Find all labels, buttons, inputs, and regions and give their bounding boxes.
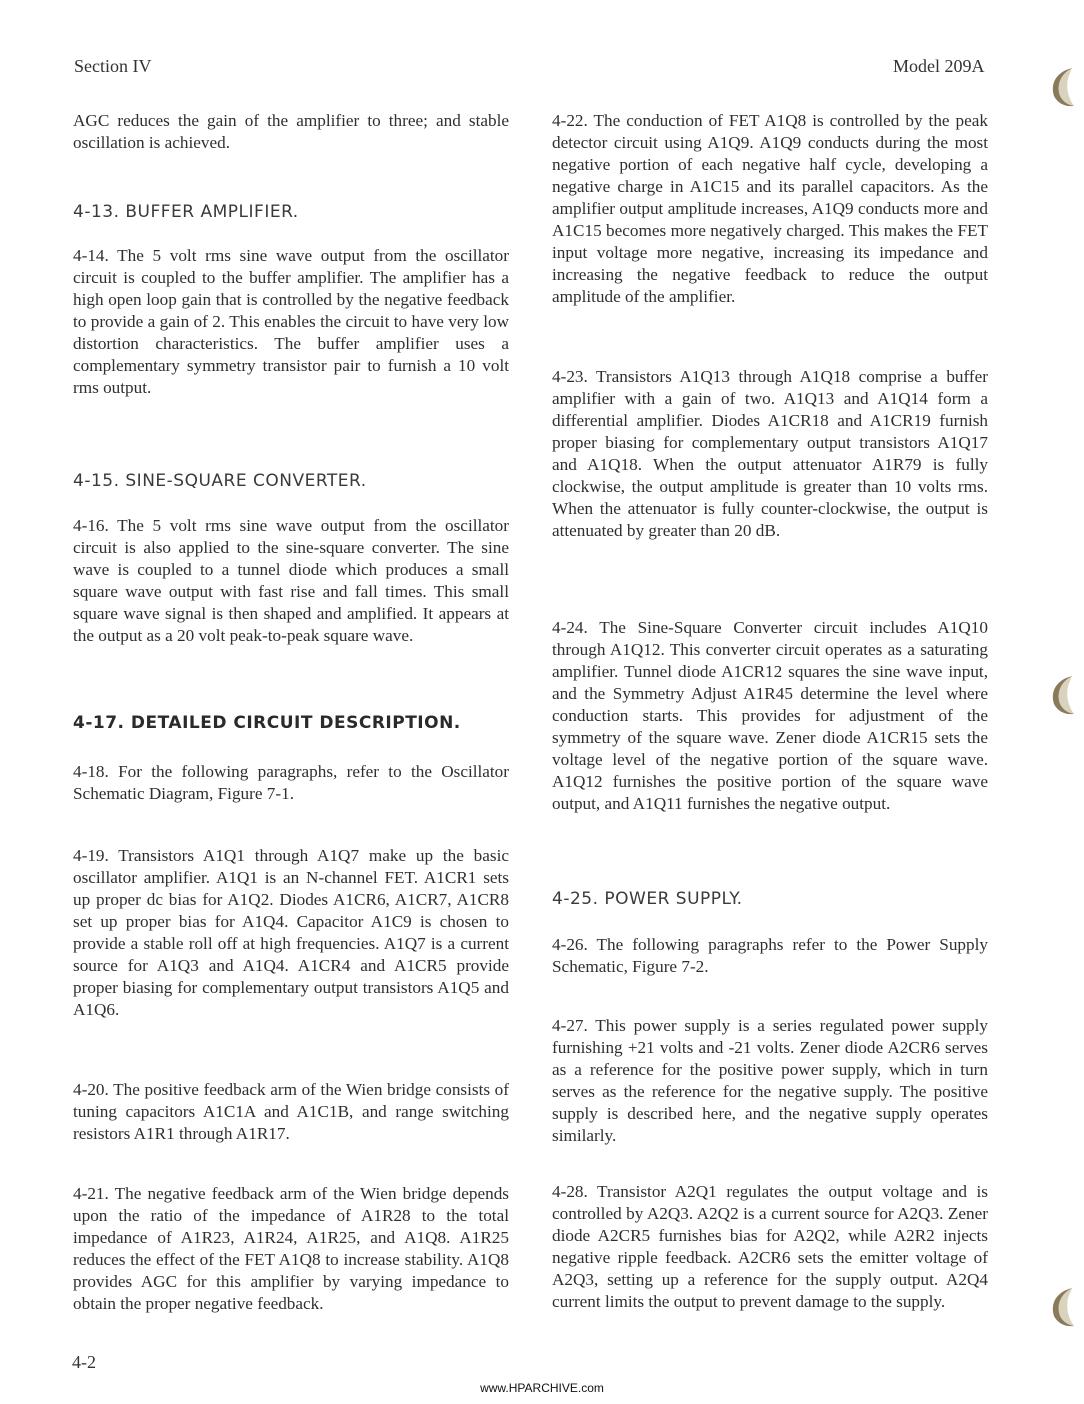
paragraph-4-27: 4-27. This power supply is a series regulated power supply furnishing +21 volts and -21 volts. Zener diode A2CR6 serves as a reference for the positive power supply, which in turn serves as the reference for the negative supply. The positive supply is described here, and the negative supply operates similarly.	[552, 1016, 988, 1145]
website-footer: www.HPARCHIVE.com	[480, 1381, 604, 1395]
paragraph-4-19: 4-19. Transistors A1Q1 through A1Q7 make up the basic oscillator amplifier. A1Q1 is an N-channel FET. A1CR1 sets up proper dc bias for A1Q2. Diodes A1CR6, A1CR7, A1CR8 set up proper bias for A1Q4. Capacitor A1C9 is chosen to provide a stable roll off at high frequencies. A1Q7 is a current source for A1Q3 and A1Q4. A1CR4 and A1CR5 provide proper biasing for complementary output transistors A1Q5 and A1Q6.	[73, 846, 509, 1019]
section-label: Section IV	[74, 56, 152, 76]
paragraph-agc: AGC reduces the gain of the amplifier to three; and stable oscillation is achieved.	[73, 111, 509, 152]
binder-hole-icon	[1046, 672, 1076, 718]
heading-4-25: 4-25. POWER SUPPLY.	[552, 889, 743, 909]
heading-4-17: 4-17. DETAILED CIRCUIT DESCRIPTION.	[73, 713, 461, 733]
paragraph-4-26: 4-26. The following paragraphs refer to the Power Supply Schematic, Figure 7-2.	[552, 935, 988, 976]
paragraph-4-20: 4-20. The positive feedback arm of the Wien bridge consists of tuning capacitors A1C1A and A1C1B, and range switching resistors A1R1 through A1R17.	[73, 1080, 509, 1143]
paragraph-4-23: 4-23. Transistors A1Q13 through A1Q18 comprise a buffer amplifier with a gain of two. A1Q13 and A1Q14 form a differential amplifier. Diodes A1CR18 and A1CR19 furnish proper biasing for complementary output transistors A1Q17 and A1Q18. When the output attenuator A1R79 is fully clockwise, the output amplitude is greater than 10 volts rms. When the attenuator is fully counter-clockwise, the output is attenuated by greater than 20 dB.	[552, 367, 988, 540]
paragraph-4-18: 4-18. For the following paragraphs, refer to the Oscillator Schematic Diagram, Figure 7-1.	[73, 762, 509, 803]
binder-hole-icon	[1046, 64, 1076, 110]
paragraph-4-21: 4-21. The negative feedback arm of the Wien bridge depends upon the ratio of the impedance of A1R28 to the total impedance of A1R23, A1R24, A1R25, and A1Q8. A1R25 reduces the effect of the FET A1Q8 to increase stability. A1Q8 provides AGC for this amplifier by varying impedance to obtain the proper negative feedback.	[73, 1184, 509, 1313]
paragraph-4-22: 4-22. The conduction of FET A1Q8 is controlled by the peak detector circuit using A1Q9. A1Q9 conducts during the most negative portion of each negative half cycle, developing a negative charge in A1C15 and its parallel capacitors. As the amplifier output amplitude increases, A1Q9 conducts more and A1C15 becomes more negatively charged. This makes the FET input voltage more negative, increasing its impedance and increasing the negative feedback to reduce the output amplitude of the amplifier.	[552, 111, 988, 306]
paragraph-4-14: 4-14. The 5 volt rms sine wave output from the oscillator circuit is coupled to the buffer amplifier. The amplifier has a high open loop gain that is controlled by the negative feedback to provide a gain of 2. This enables the circuit to have very low distortion characteristics. The buffer amplifier uses a complementary symmetry transistor pair to furnish a 10 volt rms output.	[73, 246, 509, 397]
model-label: Model 209A	[893, 56, 985, 76]
page-number: 4-2	[72, 1352, 96, 1372]
paragraph-4-16: 4-16. The 5 volt rms sine wave output from the oscillator circuit is also applied to the sine-square converter. The sine wave is coupled to a tunnel diode which produces a small square wave output with fast rise and fall times. This small square wave signal is then shaped and amplified. It appears at the output as a 20 volt peak-to-peak square wave.	[73, 516, 509, 645]
heading-4-13: 4-13. BUFFER AMPLIFIER.	[73, 202, 299, 222]
paragraph-4-24: 4-24. The Sine-Square Converter circuit includes A1Q10 through A1Q12. This converter circuit operates as a saturating amplifier. Tunnel diode A1CR12 squares the sine wave input, and the Symmetry Adjust A1R45 determine the level where conduction starts. This provides for adjustment of the symmetry of the square wave. Zener diode A1CR15 sets the voltage level of the negative portion of the square wave. A1Q12 furnishes the positive portion of the square wave output, and A1Q11 furnishes the negative output.	[552, 618, 988, 813]
paragraph-4-28: 4-28. Transistor A2Q1 regulates the output voltage and is controlled by A2Q3. A2Q2 is a current source for A2Q3. Zener diode A2CR5 furnishes bias for A2Q2, while A2R2 injects negative ripple feedback. A2CR6 sets the emitter voltage of A2Q3, setting up a reference for the supply output. A2Q4 current limits the output to prevent damage to the supply.	[552, 1182, 988, 1311]
binder-hole-icon	[1046, 1284, 1076, 1330]
heading-4-15: 4-15. SINE-SQUARE CONVERTER.	[73, 471, 367, 491]
